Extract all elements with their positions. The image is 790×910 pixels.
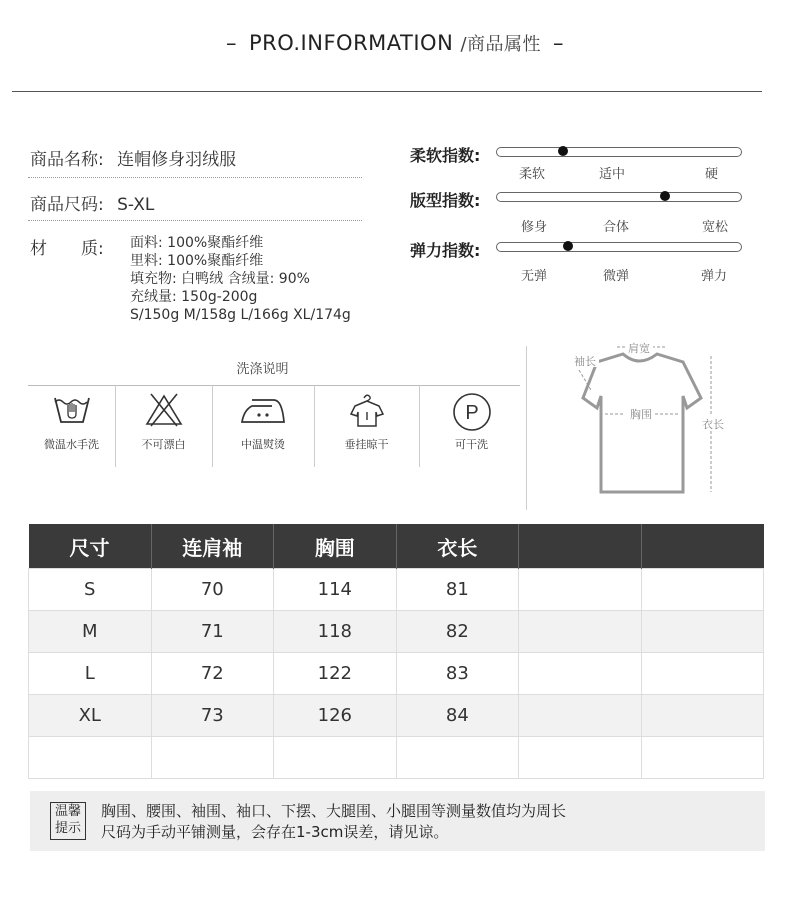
table-cell: XL bbox=[29, 695, 152, 737]
product-size-value: S-XL bbox=[117, 195, 155, 215]
table-header-cell: 衣长 bbox=[396, 524, 519, 569]
note-tag-line: 提示 bbox=[54, 821, 81, 836]
table-cell bbox=[396, 737, 519, 779]
softness-tick-soft: 柔软 bbox=[519, 167, 546, 182]
note-tag bbox=[50, 802, 86, 840]
table-cell bbox=[519, 569, 641, 611]
section-divider bbox=[526, 346, 527, 510]
table-cell: 114 bbox=[274, 569, 397, 611]
elasticity-tick-stretch: 弹力 bbox=[701, 269, 728, 284]
table-cell: 81 bbox=[396, 569, 519, 611]
table-row bbox=[29, 695, 764, 737]
table-header-cell: 尺寸 bbox=[29, 524, 152, 569]
wash-label: 中温熨烫 bbox=[241, 438, 285, 451]
dotted-divider bbox=[28, 220, 362, 221]
softness-index-label: 柔软指数: bbox=[410, 146, 481, 165]
table-cell bbox=[641, 737, 763, 779]
table-header-cell: 胸围 bbox=[274, 524, 397, 569]
dotted-divider bbox=[28, 177, 362, 178]
table-cell: 82 bbox=[396, 611, 519, 653]
note-text bbox=[101, 801, 566, 843]
wash-label: 不可漂白 bbox=[141, 438, 186, 451]
header-dash-right: – bbox=[553, 31, 565, 55]
table-cell: 73 bbox=[151, 695, 274, 737]
table-cell bbox=[151, 737, 274, 779]
table-cell bbox=[519, 695, 641, 737]
header-divider bbox=[12, 91, 762, 92]
section-header bbox=[0, 30, 790, 56]
note-line: 尺码为手动平铺测量，会存在1-3cm误差，请见谅。 bbox=[101, 823, 449, 841]
elasticity-tick-slight: 微弹 bbox=[603, 269, 630, 284]
product-size-row bbox=[30, 190, 154, 215]
diagram-length-label: 衣长 bbox=[702, 418, 724, 431]
table-cell bbox=[519, 653, 641, 695]
table-cell: 84 bbox=[396, 695, 519, 737]
table-cell: 72 bbox=[151, 653, 274, 695]
elasticity-tick-none: 无弹 bbox=[521, 269, 548, 284]
note-tag-line: 温馨 bbox=[54, 804, 81, 819]
table-row bbox=[29, 737, 764, 779]
table-cell bbox=[641, 695, 763, 737]
wash-divider bbox=[28, 385, 520, 386]
wash-title: 洗涤说明 bbox=[236, 362, 289, 377]
fit-index-knob bbox=[660, 191, 670, 201]
material-line: 填充物: 白鸭绒 含绒量: 90% bbox=[130, 271, 310, 287]
no-bleach-icon bbox=[143, 392, 185, 428]
wash-item-hang-dry bbox=[314, 392, 419, 467]
table-header-cell bbox=[519, 524, 641, 569]
note-line: 胸围、腰围、袖围、袖口、下摆、大腿围、小腿围等测量数值均为周长 bbox=[101, 802, 567, 820]
table-row bbox=[29, 569, 764, 611]
diagram-chest-label: 胸围 bbox=[630, 408, 652, 421]
table-cell: 122 bbox=[274, 653, 397, 695]
table-header-cell bbox=[641, 524, 763, 569]
elasticity-index-track bbox=[496, 242, 742, 252]
material-line: S/150g M/158g L/166g XL/174g bbox=[130, 307, 351, 323]
table-header-row bbox=[29, 524, 764, 569]
table-cell: S bbox=[29, 569, 152, 611]
fit-index-track bbox=[496, 192, 742, 202]
table-cell bbox=[641, 611, 763, 653]
product-name-label: 商品名称: bbox=[30, 150, 104, 170]
diagram-sleeve-label: 袖长 bbox=[574, 355, 596, 368]
table-cell: M bbox=[29, 611, 152, 653]
table-cell bbox=[641, 569, 763, 611]
softness-index-knob bbox=[558, 146, 568, 156]
diagram-shoulder-label: 肩宽 bbox=[628, 342, 650, 355]
elasticity-index-knob bbox=[563, 241, 573, 251]
wash-item-no-bleach bbox=[115, 392, 212, 467]
wash-label: 可干洗 bbox=[455, 438, 488, 451]
material-line: 充绒量: 150g-200g bbox=[130, 289, 258, 305]
header-title: PRO.INFORMATION bbox=[248, 31, 454, 55]
table-cell bbox=[519, 611, 641, 653]
dry-clean-glyph: P bbox=[464, 402, 479, 424]
wash-item-iron bbox=[212, 392, 314, 467]
table-cell: 83 bbox=[396, 653, 519, 695]
table-cell bbox=[641, 653, 763, 695]
table-cell: 118 bbox=[274, 611, 397, 653]
softness-tick-hard: 硬 bbox=[705, 167, 719, 182]
iron-icon bbox=[238, 392, 288, 428]
table-row bbox=[29, 653, 764, 695]
table-header-cell: 连肩袖 bbox=[151, 524, 274, 569]
hang-dry-icon bbox=[345, 392, 389, 428]
wash-basin-icon bbox=[51, 392, 93, 428]
tshirt-measure-diagram bbox=[565, 340, 735, 500]
material-label: 材 质: bbox=[30, 239, 104, 259]
fit-tick-regular: 合体 bbox=[603, 220, 630, 235]
table-cell bbox=[274, 737, 397, 779]
wash-item-hand-wash bbox=[28, 392, 115, 467]
softness-index-track bbox=[496, 147, 742, 157]
fit-index-label: 版型指数: bbox=[410, 191, 481, 210]
table-cell: 126 bbox=[274, 695, 397, 737]
table-cell: 70 bbox=[151, 569, 274, 611]
softness-tick-medium: 适中 bbox=[599, 167, 626, 182]
table-cell: 71 bbox=[151, 611, 274, 653]
size-table bbox=[28, 524, 764, 779]
elasticity-index-label: 弹力指数: bbox=[410, 241, 481, 260]
table-cell bbox=[29, 737, 152, 779]
header-subtitle: /商品属性 bbox=[460, 34, 542, 55]
product-name-row bbox=[30, 145, 236, 170]
dry-clean-icon bbox=[450, 392, 494, 432]
material-line: 里料: 100%聚酯纤维 bbox=[130, 253, 264, 269]
wash-label: 垂挂晾干 bbox=[344, 438, 389, 451]
header-dash-left: – bbox=[225, 31, 237, 55]
table-cell: L bbox=[29, 653, 152, 695]
table-row bbox=[29, 611, 764, 653]
wash-label: 微温水手洗 bbox=[44, 438, 99, 451]
material-line: 面料: 100%聚酯纤维 bbox=[130, 235, 264, 251]
fit-tick-slim: 修身 bbox=[521, 220, 548, 235]
product-name-value: 连帽修身羽绒服 bbox=[117, 150, 237, 170]
product-size-label: 商品尺码: bbox=[30, 195, 104, 215]
wash-item-dry-clean bbox=[419, 392, 524, 467]
material-details bbox=[130, 234, 351, 324]
fit-tick-loose: 宽松 bbox=[702, 220, 729, 235]
table-cell bbox=[519, 737, 641, 779]
